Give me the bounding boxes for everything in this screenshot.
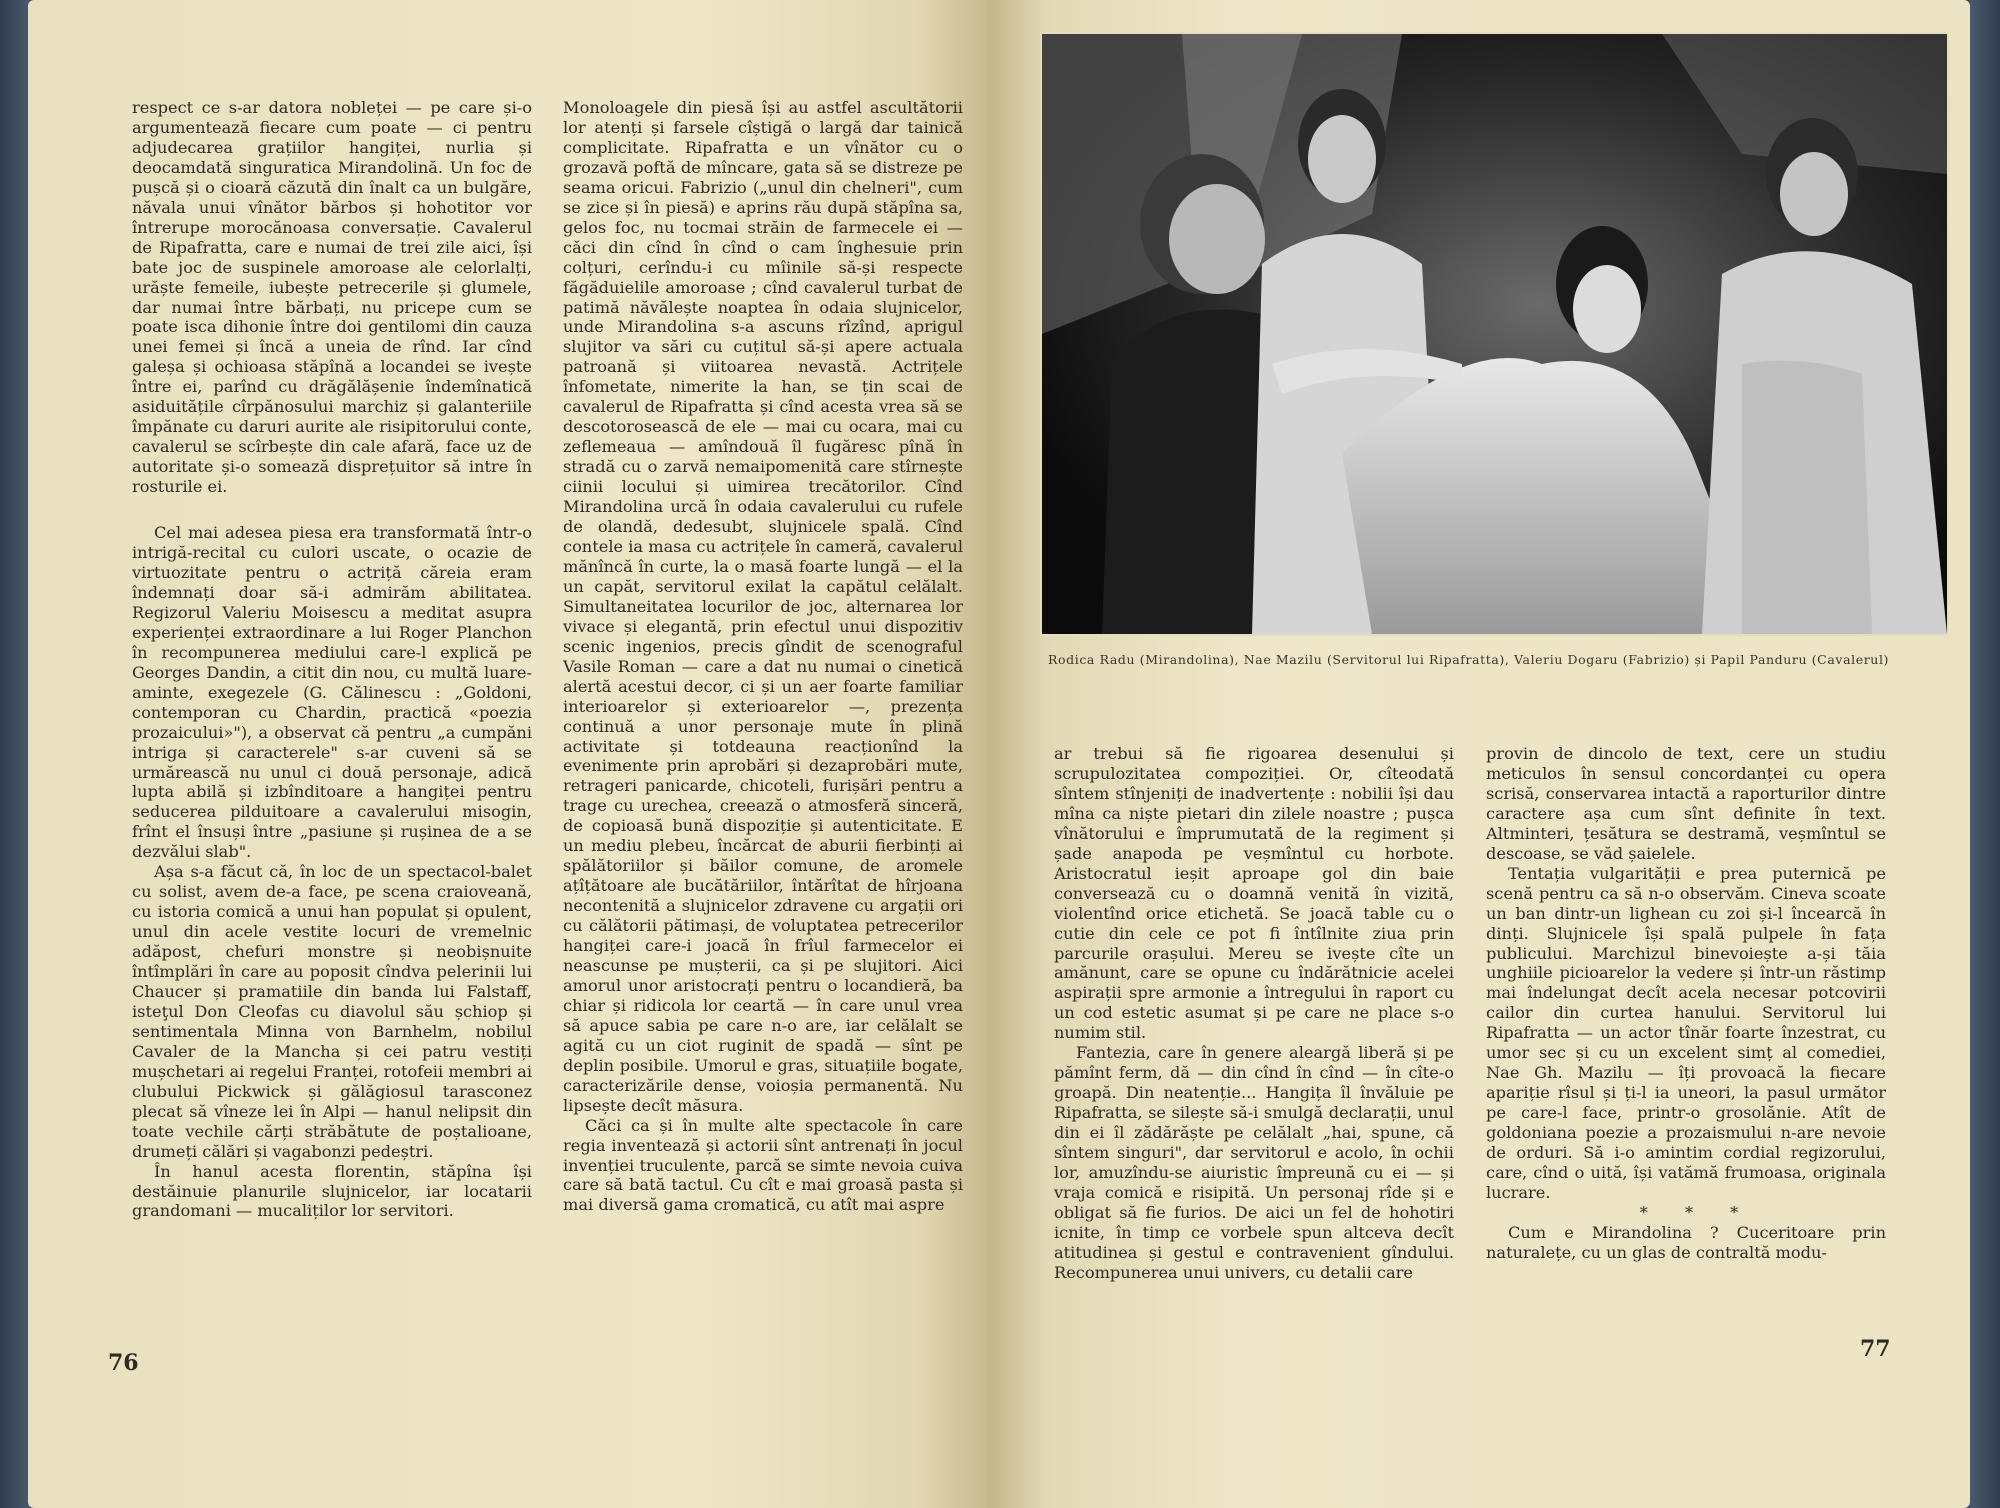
paragraph: Căci ca și în multe alte spectacole în care regia inventează și actorii sînt antrenați în jocul invenției truculente, parcă se simte nevoia cuiva care să bată tactul. Cu cît e mai groasă pasta și mai diversă gama cromatică, cu atît mai aspre (563, 1115, 963, 1215)
paragraph: Monoloagele din piesă își au astfel ascultătorii lor atenți și farsele cîștigă o largă dar tainică complicitate. Ripafratta e un vînător cu o grozavă poftă de mîncare, gata să se distreze pe seama oricui. Fabrizio („unul din chelneri", cum se zice și în piesă) e aprins rău după stăpîna sa, gelos foc, nu tocmai străin de farmecele ei — căci din cînd în cînd o cam înghesuie prin colțuri, cerîndu-i cu mîinile să-și respecte făgăduielile amoroase ; cînd cavalerul turbat de patimă năvălește noaptea în odaia slujnicelor, unde Mirandolina s-a ascuns rîzînd, aprigul slujitor va sări cu cuțitul să-și apere actuala patroană și viitoarea nevastă. Actrițele înfometate, nimerite la han, se țin scai de cavalerul de Ripafratta și cînd acesta vrea să se descotorosească de ele — mai cu ocara, mai cu zeflemeaua — amîndouă îl fugăresc pînă în stradă cu o zarvă nemaipomenită care stîrnește ciinii locului și uimirea trecătorilor. Cînd Mirandolina urcă în odaia cavalerului cu rufele de olandă, dedesubt, slujnicele spală. Cînd contele ia masa cu actrițele în cameră, cavalerul mănîncă în curte, la o masă foarte lungă — el la un capăt, servitorul exilat la capătul celălalt. Simultaneitatea locurilor de joc, alternarea lor vivace și elegantă, prin efectul unui dispozitiv scenic ingenios, precis gîndit de scenograful Vasile Roman — care a dat nu numai o cinetică alertă acestui decor, ci și un aer foarte familiar interioarelor și exterioarelor —, prezența continuă a unor personaje mute în plină activitate și totdeauna reacționînd la evenimente prin aprobări și dezaprobări mute, retrageri panicarde, chicoteli, furișări pentru a trage cu urechea, creează o atmosferă sinceră, de copioasă bună dispoziție și autenticitate. E un mediu plebeu, încărcat de aburii fierbinți ai spălătoriilor și băilor comune, de aromele ațîțătoare ale bucătăriilor, întărîtat de hîrjoana necontenită a slujnicelor zdravene cu argații ori cu călătorii pătimași, de voluptatea petrecerilor hangiței care-i joacă în frîul farmecelor ei neascunse pe mușterii, ca și pe slujitori. Aici amorul unor aristocrați pentru o locandieră, ba chiar și ridicola lor ceartă — în care unul vrea să apuce sabia pe care n-o are, iar celălalt se agită cu un ciot ruginit de spadă — sînt pe deplin posibile. Umorul e gras, situațiile bogate, caracterizările dense, voioșia permanentă. Nu lipsește decît măsura. (563, 98, 963, 1115)
paragraph: Așa s-a făcut că, în loc de un spectacol-balet cu solist, avem de-a face, pe scena craioveană, cu istoria comică a unui han populat și opulent, unul din acele vestite locuri de vremelnic adăpost, chefuri monstre și neobișnuite întîmplări în care au poposit cîndva pelerinii lui Chaucer și pramatiile din banda lui Falstaff, isteţul Don Cleofas cu diavolul său șchiop și sentimentala Minna von Barnhelm, nobilul Cavaler de la Mancha și cei patru vestiți mușchetari ai regelui Franței, rotofeii membri ai clubului Pickwick și gălăgiosul tarasconez plecat să vîneze lei în Alpi — hanul nelipsit din toate vechile cărți străbătute de poștalioane, drumeți călări și vagabonzi pedeștri. (132, 862, 532, 1161)
page-number-left: 76 (108, 1350, 139, 1376)
right-page-column-1 (1054, 744, 1454, 1344)
left-page-column-1 (132, 98, 532, 1318)
paragraph: Cum e Mirandolina ? Cuceritoare prin naturalețe, cu un glas de contraltă modu- (1486, 1222, 1886, 1262)
paragraph: Cel mai adesea piesa era transformată într-o intrigă-recital cu culori uscate, o ocazie de virtuozitate pentru o actriță căreia eram îndemnați doar să-i admirăm abilitatea. Regizorul Valeriu Moisescu a meditat asupra experienței extraordinare a lui Roger Planchon în recompunerea mediului care-l explică pe Georges Dandin, a citit din nou, cu multă luare-aminte, exegezele (G. Călinescu : „Goldoni, contemporan cu Chardin, practică «poezia prozaicului»"), a observat că pentru „a cumpăni intriga și caracterele" s-ar cuveni să se urmărească nu unul ci două personaje, adică lupta abilă și izbînditoare a hangiței pentru seducerea pilduitoare a cavalerului misogin, frînt el însuși între „pasiune și rușinea de a se dezvălui slab". (132, 523, 532, 862)
book-cover-edge-left (0, 0, 30, 1508)
photo-caption: Rodica Radu (Mirandolina), Nae Mazilu (Servitorul lui Ripafratta), Valeriu Dogaru (Fabrizio) și Papil Panduru (Cavalerul) (1048, 652, 1890, 667)
stage-photograph-image (1042, 34, 1947, 634)
paragraph: provin de dincolo de text, cere un studiu meticulos în sensul concordanței cu opera scrisă, conservarea intactă a raporturilor dintre caractere așa cum sînt definite în text. Altminteri, țesătura se destramă, veșmîntul se descoase, se văd șaielele. (1486, 744, 1886, 863)
page-number-right: 77 (1860, 1336, 1891, 1362)
section-break-stars: * * * (1639, 1202, 1755, 1222)
left-page-column-2 (563, 98, 963, 1318)
left-page (28, 0, 988, 1508)
paragraph: ar trebui să fie rigoarea desenului și scrupulozitatea compoziției. Or, cîteodată sîntem stînjeniți de inadvertențe : nobilii își dau mîna ca niște pietari din zilele noastre ; pușca vînătorului e împrumutată de la regiment și șade anapoda pe veșmîntul cu horbote. Aristocratul ieșit aproape gol din baie conversează cu o doamnă venită în vizită, violentînd orice etichetă. Se joacă table cu o cutie din cele ce pot fi întîlnite ziua prin parcurile orașului. Mereu se ivește cîte un amănunt, care se opune cu îndărătnicie acelei aspirații spre armonie a întregului în raport cu un cod estetic asumat și pe care ne place s-o numim stil. (1054, 744, 1454, 1043)
right-page (988, 0, 1970, 1508)
paragraph: Fantezia, care în genere aleargă liberă și pe pămînt ferm, dă — din cînd în cînd — în cîte-o groapă. Din neatenție... Hangița îl învăluie pe Ripafratta, se silește să-i smulgă declarații, unul din ei îl zădărăște pe celălalt „hai, spune, că sîntem singuri", dar servitorul e acolo, în ochii lor, amuzîndu-se aiuristic împreună cu ei — și vraja comică e risipită. Un personaj rîde și e obligat să fie furios. De aici un fel de hohotiri icnite, în timp ce vorbele spun altceva decît atitudinea și gestul e contravenient gîndului. Recompunerea unui univers, cu detalii care (1054, 1043, 1454, 1282)
book-cover-edge-right (1970, 0, 2000, 1508)
stage-photograph (1040, 32, 1949, 636)
right-page-column-2 (1486, 744, 1886, 1344)
paragraph: Tentația vulgarității e prea puternică pe scenă pentru ca să n-o observăm. Cineva scoate un ban dintr-un lighean cu zoi și-l încearcă în dinți. Slujnicele își spală pulpele în fața publicului. Marchizul binevoiește a-și tăia unghiile picioarelor la vedere și într-un răstimp mai îndelungat decît acela necesar potcovirii cailor din curtea hanului. Servitorul lui Ripafratta — un actor tînăr foarte înzestrat, cu umor sec și cu un excelent simț al comediei, Nae Gh. Mazilu — îți provoacă la fiecare apariție rîsul și ți-l ia uneori, la pasul următor pe care-l face, printr-o grosolănie. Atît de goldoniana poezie a prozaismului n-are nevoie de orduri. Să i-o amintim cordial regizorului, care, cînd o uită, își vatămă frumoasa, originala lucrare. (1486, 863, 1886, 1202)
paragraph: În hanul acesta florentin, stăpîna își destăinuie planurile slujnicelor, iar locatarii grandomani — mucaliților lor servitori. (132, 1161, 532, 1221)
paragraph: respect ce s-ar datora nobleței — pe care și-o argumentează fiecare cum poate — ci pentru adjudecarea grațiilor hangiței, nurlia și deocamdată singuratica Mirandolină. Un foc de pușcă și o cioară căzută din înalt ca un bulgăre, năvala unui vînător bărbos și hohotitor vor întrerupe morocănoasa conversație. Cavalerul de Ripafratta, care e numai de trei zile aici, își bate joc de suspinele amoroase ale celorlalți, urăște femeile, iubește petrecerile și glumele, dar numai între bărbați, nu pricepe cum se poate isca dihonie între doi gentilomi din cauza unei femei și încă a uneia de rînd. Iar cînd galeșa și ochioasa stăpînă a locandei se ivește între ei, parînd cu drăgălășenie îndemînatică asiduitățile cîrpănosului marchiz și galanteriile împănate cu daruri aurite ale risipitorului conte, cavalerul se scîrbește din cale afară, face uz de autoritate și-o somează disprețuitor să intre în rosturile ei. (132, 98, 532, 497)
